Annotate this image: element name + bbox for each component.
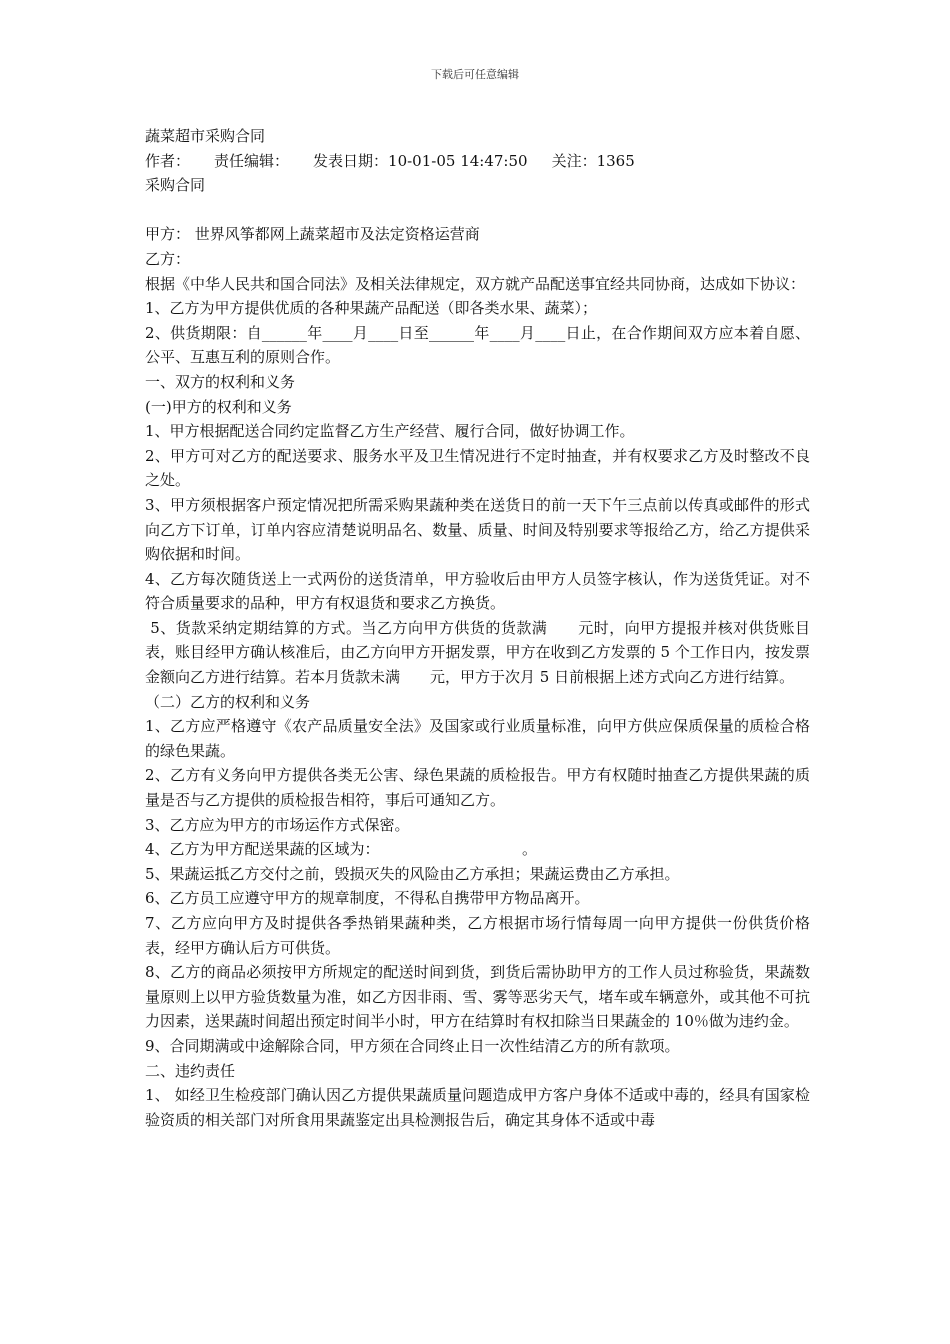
subsection-heading: （二）乙方的权利和义务 (145, 692, 311, 711)
clause: 2、乙方有义务向甲方提供各类无公害、绿色果蔬的质检报告。甲方有权随时抽查乙方提供果蔬的质量是否与乙方提供的质检报告相符，事后可通知乙方。 (145, 766, 810, 810)
meta-author: 作者： (145, 151, 191, 170)
meta-follow: 关注：1365 (551, 151, 635, 170)
subsection-heading: (一)甲方的权利和义务 (145, 397, 292, 416)
clause: 5、货款采纳定期结算的方式。当乙方向甲方供货的货款满 元时，向甲方提报并核对供货账目表，账目经甲方确认核准后，由乙方向甲方开据发票，甲方在收到乙方发票的 5 个工作日内，按发票金额向乙方进行结算。若本月货款未满 元，甲方于次月 5 日前根据上述方式向乙方进行结算。 (145, 618, 810, 687)
meta-date: 发表日期：10-01-05 14:47:50 (313, 151, 528, 170)
clause: 4、乙方为甲方配送果蔬的区域为： 。 (145, 840, 538, 859)
clause: 1、 如经卫生检疫部门确认因乙方提供果蔬质量问题造成甲方客户身体不适或中毒的，经具有国家检验资质的相关部门对所食用果蔬鉴定出具检测报告后，确定其身体不适或中毒 (145, 1086, 810, 1129)
clause: 4、乙方每次随货送上一式两份的送货清单，甲方验收后由甲方人员签字核认，作为送货凭证。对不符合质量要求的品种，甲方有权退货和要求乙方换货。 (145, 569, 810, 613)
paragraph: 根据《中华人民共和国合同法》及相关法律规定，双方就产品配送事宜经共同协商，达成如下协议： (145, 274, 806, 293)
party-b: 乙方： (145, 249, 191, 268)
document-subtitle: 采购合同 (145, 176, 206, 195)
clause: 9、合同期满或中途解除合同，甲方须在合同终止日一次性结清乙方的所有款项。 (145, 1036, 680, 1055)
section-heading: 二、违约责任 (145, 1061, 236, 1080)
clause: 3、甲方须根据客户预定情况把所需采购果蔬种类在送货日的前一天下午三点前以传真或邮件的形式向乙方下订单，订单内容应清楚说明品名、数量、质量、时间及特别要求等报给乙方，给乙方提供采购依据和时间。 (145, 495, 810, 564)
clause: 2、供货期限：自______年____月____日至______年____月____日止，在合作期间双方应本着自愿、公平、互惠互利的原则合作。 (145, 323, 810, 367)
clause: 3、乙方应为甲方的市场运作方式保密。 (145, 815, 410, 834)
blank-line (145, 198, 810, 223)
clause: 6、乙方员工应遵守甲方的规章制度，不得私自携带甲方物品离开。 (145, 889, 590, 908)
section-heading: 一、双方的权利和义务 (145, 372, 296, 391)
document-title: 蔬菜超市采购合同 (145, 127, 266, 145)
party-a: 甲方： 世界风筝都网上蔬菜超市及法定资格运营商 (145, 225, 480, 244)
article-meta (145, 149, 810, 174)
document-body (145, 124, 810, 1132)
clause: 7、乙方应向甲方及时提供各季热销果蔬种类，乙方根据市场行情每周一向甲方提供一份供货价格表，经甲方确认后方可供货。 (145, 914, 810, 957)
clause: 1、乙方为甲方提供优质的各种果蔬产品配送（即各类水果、蔬菜）； (145, 299, 598, 318)
meta-editor: 责任编辑： (214, 151, 290, 170)
clause: 8、乙方的商品必须按甲方所规定的配送时间到货，到货后需协助甲方的工作人员过称验货，果蔬数量原则上以甲方验货数量为准，如乙方因非雨、雪、雾等恶劣天气，堵车或车辆意外，或其他不可抗力因素，送果蔬时间超出预定时间半小时，甲方在结算时有权扣除当日果蔬金的 10％做为违约金。 (145, 963, 810, 1031)
page-header: 下载后可任意编辑 (431, 68, 519, 81)
clause: 1、甲方根据配送合同约定监督乙方生产经营、履行合同，做好协调工作。 (145, 422, 635, 441)
clause: 1、乙方应严格遵守《农产品质量安全法》及国家或行业质量标准，向甲方供应保质保量的质检合格的绿色果蔬。 (145, 717, 810, 760)
clause: 5、果蔬运抵乙方交付之前，毁损灭失的风险由乙方承担；果蔬运费由乙方承担。 (145, 864, 680, 883)
clause: 2、甲方可对乙方的配送要求、服务水平及卫生情况进行不定时抽查，并有权要求乙方及时整改不良之处。 (145, 446, 810, 490)
